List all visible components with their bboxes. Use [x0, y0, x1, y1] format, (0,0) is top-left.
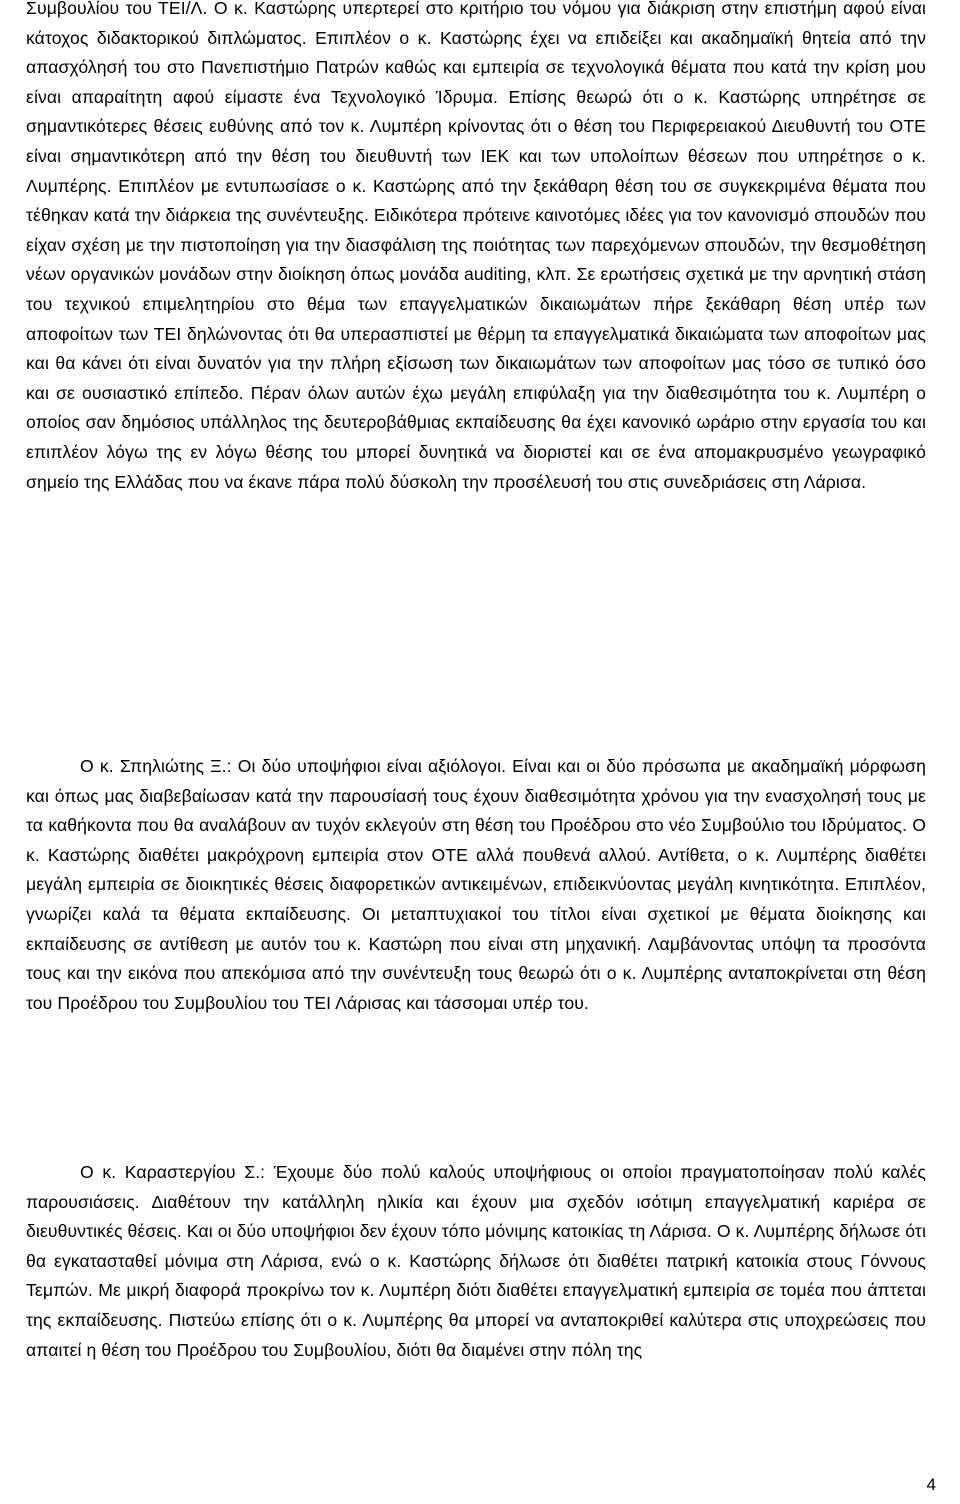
paragraph-text: Ο κ. Καραστεργίου Σ.: Έχουμε δύο πολύ καλούς υποψήφιους οι οποίοι πραγματοποίησαν πολύ καλές παρουσιάσεις. Διαθέτουν την κατάλληλη ηλικία και έχουν μια σχεδόν ισότιμη επαγγελματική καριέρα σε διευθυντικές θέσεις. Και οι δύο υποψήφιοι δεν έχουν τόπο μόνιμης κατοικίας τη Λάρισα. Ο κ. Λυμπέρης δήλωσε ότι θα εγκατασταθεί μόνιμα στη Λάρισα, ενώ ο κ. Καστώρης δήλωσε ότι διαθέτει πατρική κατοικία στους Γόννους Τεμπών. Με μικρή διαφορά προκρίνω τον κ. Λυμπέρη διότι διαθέτει επαγγελματική εμπειρία σε τομέα που άπτεται της εκπαίδευσης. Πιστεύω επίσης ότι ο κ. Λυμπέρης θα μπορεί να ανταποκριθεί καλύτερα στις υποχρεώσεις που απαιτεί η θέση του Προέδρου του Συμβουλίου, διότι θα διαμένει στην πόλη της — [26, 1162, 926, 1360]
paragraph-kastoris-assessment — [26, 0, 926, 497]
paragraph-text: Ο κ. Σπηλιώτης Ξ.: Οι δύο υποψήφιοι είναι αξιόλογοι. Είναι και οι δύο πρόσωπα με ακαδημαϊκή μόρφωση και όπως μας διαβεβαίωσαν κατά την παρουσίασή τους έχουν διαθεσιμότητα χρόνου για την ενασχολησή τους με τα καθήκοντα που θα αναλάβουν αν τυχόν εκλεγούν στη θέση του Προέδρου στο νέο Συμβούλιο του Ιδρύματος. Ο κ. Καστώρης διαθέτει μακρόχρονη εμπειρία στον ΟΤΕ αλλά πουθενά αλλού. Αντίθετα, ο κ. Λυμπέρης διαθέτει μεγάλη εμπειρία σε διοικητικές θέσεις διαφορετικών αντικειμένων, επιδεικνύοντας μεγάλη κινητικότητα. Επιπλέον, γνωρίζει καλά τα θέματα εκπαίδευσης. Οι μεταπτυχιακοί του τίτλοι είναι σχετικοί με θέματα διοίκησης και εκπαίδευσης σε αντίθεση με αυτόν του κ. Καστώρη που είναι στη μηχανική. Λαμβάνοντας υπόψη τα προσόντα τους και την εικόνα που απεκόμισα από την συνέντευξη τους θεωρώ ότι ο κ. Λυμπέρης ανταποκρίνεται στη θέση του Προέδρου του Συμβουλίου του ΤΕΙ Λάρισας και τάσσομαι υπέρ του. — [26, 756, 926, 1013]
page-number: 4 — [926, 1475, 936, 1494]
paragraph-text: Συμβουλίου του ΤΕΙ/Λ. Ο κ. Καστώρης υπερτερεί στο κριτήριο του νόμου για διάκριση στην επιστήμη αφού είναι κάτοχος διδακτορικού διπλώματος. Επιπλέον ο κ. Καστώρης έχει να επιδείξει και ακαδημαϊκή θητεία από την απασχόλησή του στο Πανεπιστήμιο Πατρών καθώς και εμπειρία σε τεχνολογικά θέματα που κατά την κρίση μου είναι απαραίτητη αφού είμαστε ένα Τεχνολογικό Ίδρυμα. Επίσης θεωρώ ότι ο κ. Καστώρης υπηρέτησε σε σημαντικότερες θέσεις ευθύνης από τον κ. Λυμπέρη κρίνοντας ότι ο θέση του Περιφερειακού Διευθυντή του ΟΤΕ είναι σημαντικότερη από την θέση του διευθυντή των ΙΕΚ και των υπολοίπων θέσεων που υπηρέτησε ο κ. Λυμπέρης. Επιπλέον με εντυπωσίασε ο κ. Καστώρης από την ξεκάθαρη θέση του σε συγκεκριμένα θέματα που τέθηκαν κατά την διάρκεια της συνέντευξης. Ειδικότερα πρότεινε καινοτόμες ιδέες για τον κανονισμό σπουδών που είχαν σχέση με την πιστοποίηση για την διασφάλιση της ποιότητας των παρεχόμενων σπουδών, την θεσμοθέτηση νέων οργανικών μονάδων στην διοίκηση όπως μονάδα auditing, κλπ. Σε ερωτήσεις σχετικά με την αρνητική στάση του τεχνικού επιμελητηρίου στο θέμα των επαγγελματικών δικαιωμάτων πήρε ξεκάθαρη θέση υπέρ των αποφοίτων των ΤΕΙ δηλώνοντας ότι θα υπερασπιστεί με θέρμη τα επαγγελματικά δικαιώματα των αποφοίτων μας και θα κάνει ότι είναι δυνατόν για την πλήρη εξίσωση των δικαιωμάτων των αποφοίτων μας τόσο σε τυπικό όσο και σε ουσιαστικό επίπεδο. Πέραν όλων αυτών έχω μεγάλη επιφύλαξη για την διαθεσιμότητα του κ. Λυμπέρη ο οποίος σαν δημόσιος υπάλληλος της δευτεροβάθμιας εκπαίδευσης θα έχει κανονικό ωράριο στην εργασία του και επιπλέον λόγω της εν λόγω θέσης του μπορεί δυνητικά να διοριστεί και σε ένα απομακρυσμένο γεωγραφικό σημείο της Ελλάδας που να έκανε πάρα πολύ δύσκολη την προσέλευσή του στις συνεδριάσεις στη Λάρισα. — [26, 0, 926, 492]
paragraph-spiliotis-statement — [26, 752, 926, 1018]
paragraph-karastergiou-statement — [26, 1158, 926, 1365]
